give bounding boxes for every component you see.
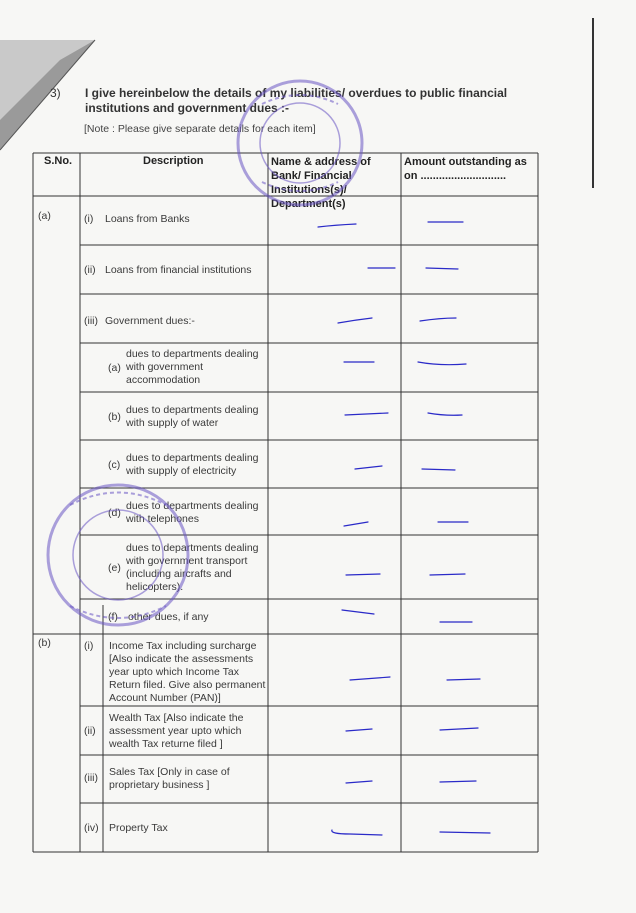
row-b-label: (b)	[38, 637, 51, 649]
row-a-iii-f-num: (f)	[108, 611, 118, 623]
row-a-i-num: (i)	[84, 213, 94, 225]
stamp-top	[238, 81, 362, 205]
note-text: [Note : Please give separate details for each item]	[84, 123, 316, 135]
row-a-iii-b-num: (b)	[108, 411, 121, 423]
row-b-iii-num: (iii)	[84, 772, 98, 784]
row-b-iv-text: Property Tax	[109, 822, 168, 834]
header-amount: Amount outstanding as on ............................	[404, 156, 527, 182]
row-a-label: (a)	[38, 210, 51, 222]
row-a-iii-c-text: dues to departments dealing with supply of electricity	[126, 452, 259, 477]
row-b-iv-num: (iv)	[84, 822, 99, 834]
row-a-iii-e-num: (e)	[108, 562, 121, 574]
row-a-iii-a-num: (a)	[108, 362, 121, 374]
row-b-ii-num: (ii)	[84, 725, 96, 737]
row-a-iii-d-num: (d)	[108, 507, 121, 519]
row-b-iii-text: Sales Tax [Only in case of proprietary business ]	[109, 766, 230, 791]
header-sno: S.No.	[44, 155, 73, 167]
row-a-iii-c-num: (c)	[108, 459, 121, 471]
row-a-iii-d-text: dues to departments dealing with telephones	[126, 500, 259, 525]
intro-text: I give hereinbelow the details of my liabilities/ overdues to public financial institutions and government dues :-	[85, 86, 508, 115]
row-b-i-text: Income Tax including surcharge [Also indicate the assessments year upto which Income Tax Return filed. Give also permanent Account Number (PAN)]	[109, 640, 266, 704]
row-a-ii-num: (ii)	[84, 264, 96, 276]
row-a-iii-a-text: dues to departments dealing with government accommodation	[126, 348, 259, 386]
header-name-address: Name & address of Bank/ Financial Institutions(s)/ Department(s)	[271, 156, 371, 210]
row-a-ii-text: Loans from financial institutions	[105, 264, 252, 276]
row-a-i-text: Loans from Banks	[105, 213, 190, 225]
header-description: Description	[143, 155, 204, 167]
row-b-ii-text: Wealth Tax [Also indicate the assessment year upto which wealth Tax returne filed ]	[109, 712, 244, 750]
row-a-iii-num: (iii)	[84, 315, 98, 327]
row-b-i-num: (i)	[84, 640, 94, 652]
row-a-iii-text: Government dues:-	[105, 315, 195, 327]
row-a-iii-e-text: dues to departments dealing with government transport (including aircrafts and helicopters).	[126, 542, 259, 593]
row-a-iii-f-text: other dues, if any	[128, 611, 209, 623]
section-number: 3)	[50, 86, 61, 100]
row-a-iii-b-text: dues to departments dealing with supply of water	[126, 404, 259, 429]
stamp-bottom	[48, 485, 188, 625]
